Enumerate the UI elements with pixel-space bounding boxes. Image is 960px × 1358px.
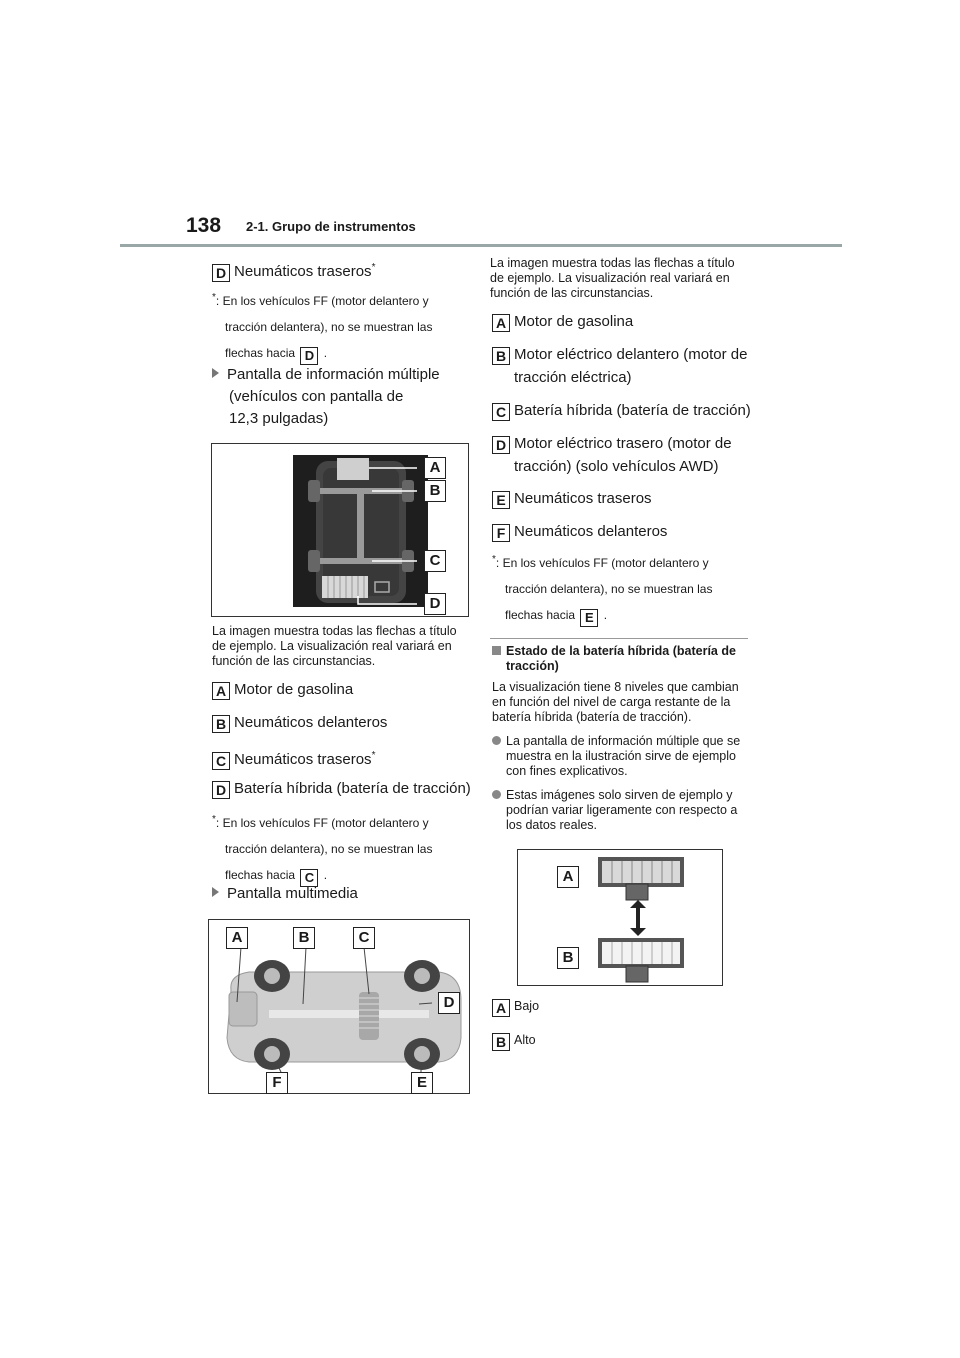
bullet-item [492,734,740,779]
round-bullet-icon [492,736,501,745]
marker-label: F [492,524,510,542]
subheading-text: (vehículos con pantalla de [229,388,404,405]
bullet-item [492,788,737,833]
heading-text: Estado de la batería híbrida (batería de [506,644,736,658]
battery-icon [626,884,648,900]
marker-label: E [492,491,510,509]
marker-label: A [492,999,510,1017]
triangle-arrow-icon [212,887,219,897]
paragraph-line: en función del nivel de carga restante de la [492,695,731,709]
figure-battery-levels [517,849,723,986]
bullet-text: La pantalla de información múltiple que se [506,734,741,748]
figure-caption [490,256,735,301]
callout-label: F [266,1072,288,1094]
marker-label: C [492,403,510,421]
callout-label: E [411,1072,433,1094]
marker-label: B [212,715,230,733]
caption-line: función de las circunstancias. [490,286,654,300]
bullet-text: con fines explicativos. [506,764,628,778]
item-text: Batería híbrida (batería de tracción) [514,402,751,419]
callout-label: B [557,947,579,969]
vehicle-illustration [209,920,469,1093]
marker-label: D [212,264,230,282]
figure-multimedia-display [208,919,470,1094]
footnote-line: flechas hacia [225,346,296,360]
callout-label: B [424,480,446,502]
list-item [492,434,732,477]
bullet-text: Estas imágenes solo sirven de ejemplo y [506,788,733,802]
subheading-text: Pantalla de información múltiple [227,366,440,383]
list-item [492,522,667,542]
footnote-star: * [492,554,496,565]
legend-item [492,1033,536,1051]
item-text: Motor de gasolina [234,681,354,698]
list-item [212,713,387,733]
footnote-star: * [371,750,376,761]
subheading-text: Pantalla multimedia [227,885,358,902]
figure-multi-info-display [211,443,469,617]
subheading [212,364,440,430]
footnote-line: : En los vehículos FF (motor delantero y [215,294,429,308]
callout-label: C [353,927,375,949]
item-text: Motor de gasolina [514,313,634,330]
item-text: Motor eléctrico delantero (motor de [514,346,748,363]
footnote-star: * [371,262,376,273]
marker-label: D [300,347,318,365]
marker-label: E [580,609,598,627]
triangle-arrow-icon [212,368,219,378]
footnote-line: flechas hacia [225,868,296,882]
legend-text: Alto [514,1033,536,1047]
list-item [212,779,471,799]
marker-label: A [492,314,510,332]
footnote-star: * [212,814,216,825]
footnote-line: : En los vehículos FF (motor delantero y [215,816,429,830]
battery-level-illustration [518,850,722,985]
marker-label: B [492,347,510,365]
paragraph [492,680,739,725]
footnote-line: . [323,868,328,882]
footnote-line: tracción delantera), no se muestran las [225,320,433,334]
list-item [212,746,375,770]
marker-label: A [212,682,230,700]
list-item [212,680,353,700]
marker-label: C [212,752,230,770]
callout-label: C [424,550,446,572]
list-item [492,345,747,388]
bullet-text: los datos reales. [506,818,598,832]
callout-label: A [424,457,446,479]
footnote [492,552,712,627]
item-text: Motor eléctrico trasero (motor de [514,435,732,452]
footnote [212,812,432,887]
subheading [212,883,358,905]
footnote-line: tracción delantera), no se muestran las [505,582,713,596]
footnote-star: * [212,292,216,303]
item-text: tracción) (solo vehículos AWD) [514,458,719,475]
callout-label: A [226,927,248,949]
marker-label: C [300,869,318,887]
item-text: Neumáticos traseros [514,490,652,507]
callout-label: D [424,593,446,615]
marker-label: B [492,1033,510,1051]
battery-icon [626,966,648,982]
square-bullet-icon [492,646,501,655]
footnote [212,290,432,365]
list-item [492,489,652,509]
callout-label: A [557,866,579,888]
legend-text: Bajo [514,999,540,1013]
section-divider [490,638,748,639]
item-text: Neumáticos delanteros [514,523,668,540]
footnote-line: . [323,346,328,360]
page-number: 138 [186,214,222,237]
item-text: Neumáticos traseros [234,751,372,768]
footnote-line: . [603,608,608,622]
callout-label: D [438,992,460,1014]
callout-label: B [293,927,315,949]
caption-line: La imagen muestra todas las flechas a título [212,624,457,638]
footnote-line: flechas hacia [505,608,576,622]
subheading-text: 12,3 pulgadas) [229,410,329,427]
heading-text: tracción) [506,659,559,673]
caption-line: de ejemplo. La visualización real variará en [490,271,730,285]
paragraph-line: batería híbrida (batería de tracción). [492,710,692,724]
paragraph-line: La visualización tiene 8 niveles que cambian [492,680,739,694]
item-text: Neumáticos traseros [234,263,372,280]
bullet-text: podrían variar ligeramente con respecto a [506,803,738,817]
list-item [492,401,751,421]
list-item-top [212,258,375,282]
section-title: 2-1. Grupo de instrumentos [246,219,416,234]
footnote-line: : En los vehículos FF (motor delantero y [495,556,709,570]
caption-line: función de las circunstancias. [212,654,376,668]
item-text: tracción eléctrica) [514,369,632,386]
item-text: Batería híbrida (batería de tracción) [234,780,471,797]
round-bullet-icon [492,790,501,799]
section-heading [492,644,736,674]
footnote-line: tracción delantera), no se muestran las [225,842,433,856]
legend-item [492,999,539,1017]
marker-label: D [212,781,230,799]
item-text: Neumáticos delanteros [234,714,388,731]
marker-label: D [492,436,510,454]
figure-caption [212,624,457,669]
bullet-text: muestra en la ilustración sirve de ejemplo [506,749,736,763]
caption-line: de ejemplo. La visualización real variará en [212,639,452,653]
list-item [492,312,633,332]
caption-line: La imagen muestra todas las flechas a título [490,256,735,270]
header-rule [120,244,842,247]
